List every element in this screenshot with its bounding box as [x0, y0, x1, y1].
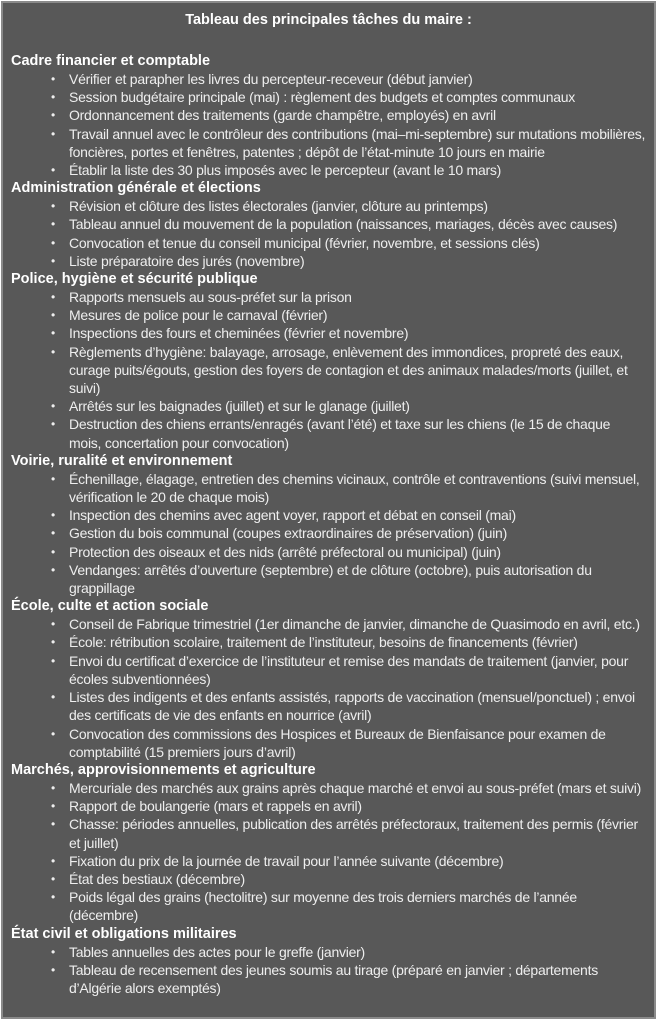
bullet-icon: • [51, 544, 55, 559]
task-text: Poids légal des grains (hectolitre) sur moyenne des trois derniers marchés de l’année (décembre) [69, 889, 577, 924]
list-item [49, 615, 646, 633]
task-list [11, 615, 646, 761]
list-item [49, 324, 646, 342]
section [11, 179, 646, 270]
list-item [49, 561, 646, 597]
section-heading: École, culte et action sociale [11, 598, 209, 615]
list-item [49, 524, 646, 542]
bullet-icon: • [51, 817, 55, 832]
section [11, 597, 646, 761]
list-item [49, 234, 646, 252]
list-item [49, 252, 646, 270]
bullet-icon: • [51, 853, 55, 868]
list-item [49, 197, 646, 215]
task-list [11, 779, 646, 925]
list-item [49, 506, 646, 524]
list-item [49, 688, 646, 724]
task-text: Inspection des chemins avec agent voyer, rapport et débat en conseil (mai) [69, 507, 516, 524]
task-text: État des bestiaux (décembre) [69, 870, 245, 887]
section [11, 925, 646, 998]
task-text: Mesures de police pour le carnaval (février) [69, 307, 328, 324]
list-item [49, 125, 646, 161]
task-text: Destruction des chiens errants/enragés (avant l’été) et taxe sur les chiens (le 15 de chaque mois, concertation pour convocation) [69, 416, 611, 451]
bullet-icon: • [51, 780, 55, 795]
section-heading: Police, hygiène et sécurité publique [11, 271, 258, 288]
task-text: Conseil de Fabrique trimestriel (1er dimanche de janvier, dimanche de Quasimodo en avril, etc.) [69, 616, 640, 633]
bullet-icon: • [51, 635, 55, 650]
section [11, 452, 646, 597]
list-item [49, 415, 646, 451]
bullet-icon: • [51, 617, 55, 632]
task-text: Travail annuel avec le contrôleur des contributions (mai–mi-septembre) sur mutations mobilières, foncières, portes et fenêtres, patentes ; dépôt de l’état-minute 10 jours en mairie [69, 125, 646, 160]
list-item [49, 70, 646, 88]
bullet-icon: • [51, 944, 55, 959]
bullet-icon: • [51, 508, 55, 523]
list-item [49, 852, 646, 870]
task-text: Session budgétaire principale (mai) : règlement des budgets et comptes communaux [69, 89, 576, 106]
bullet-icon: • [51, 126, 55, 141]
task-text: Arrêtés sur les baignades (juillet) et sur le glanage (juillet) [69, 398, 410, 415]
list-item [49, 343, 646, 398]
task-text: Protection des oiseaux et des nids (arrêté préfectoral ou municipal) (juin) [69, 543, 501, 560]
list-item [49, 815, 646, 851]
section-heading: Cadre financier et comptable [11, 53, 211, 69]
section-heading: Marchés, approvisionnements et agriculture [11, 761, 316, 778]
section-heading: État civil et obligations militaires [11, 925, 237, 942]
bullet-icon: • [51, 253, 55, 268]
bullet-icon: • [51, 799, 55, 814]
list-item [49, 870, 646, 888]
bullet-icon: • [51, 90, 55, 105]
section [11, 761, 646, 925]
task-text: Tables annuelles des actes pour le greffe (janvier) [69, 943, 365, 960]
list-item [49, 106, 646, 124]
task-text: Ordonnancement des traitements (garde champêtre, employés) en avril [69, 107, 496, 124]
section-heading: Administration générale et élections [11, 180, 261, 197]
task-text: Gestion du bois communal (coupes extraordinaires de préservation) (juin) [69, 525, 507, 542]
bullet-icon: • [51, 562, 55, 577]
bullet-icon: • [51, 326, 55, 341]
task-text: Rapport de boulangerie (mars et rappels en avril) [69, 798, 362, 815]
task-text: Échenillage, élagage, entretien des chemins vicinaux, contrôle et contraventions (suivi mensuel, vérification le 20 de chaque mois) [69, 470, 640, 506]
bullet-icon: • [51, 199, 55, 214]
list-item [49, 306, 646, 324]
list-item [49, 633, 646, 651]
list-item [49, 888, 646, 924]
list-item [49, 470, 646, 506]
task-list [11, 197, 646, 270]
task-list [11, 70, 646, 179]
task-text: Convocation et tenue du conseil municipal (février, novembre, et sessions clés) [69, 234, 540, 251]
list-item [49, 88, 646, 106]
bullet-icon: • [51, 72, 55, 86]
list-item [49, 652, 646, 688]
bullet-icon: • [51, 163, 55, 178]
task-text: Vendanges: arrêtés d’ouverture (septembre) et de clôture (octobre), puis autorisation du grappillage [69, 561, 592, 597]
task-text: École: rétribution scolaire, traitement de l’instituteur, besoins de financements (février) [69, 634, 578, 651]
task-text: Tableau annuel du mouvement de la population (naissances, mariages, décès avec causes) [69, 216, 618, 233]
task-list [11, 470, 646, 597]
section [11, 52, 646, 179]
bullet-icon: • [51, 653, 55, 668]
task-text: Fixation du prix de la journée de travail pour l’année suivante (décembre) [69, 852, 504, 869]
sections-container [11, 52, 646, 997]
bullet-icon: • [51, 871, 55, 886]
section [11, 270, 646, 452]
task-text: Vérifier et parapher les livres du percepteur-receveur (début janvier) [69, 71, 473, 87]
task-text: Chasse: périodes annuelles, publication des arrêtés préfectoraux, traitement des permis (février et juillet) [69, 816, 638, 851]
task-text: Révision et clôture des listes électorales (janvier, clôture au printemps) [69, 198, 488, 215]
task-text: Mercuriale des marchés aux grains après chaque marché et envoi au sous-préfet (mars et suivi) [69, 779, 642, 796]
task-text: Tableau de recensement des jeunes soumis au tirage (préparé en janvier ; départements d’Algérie alors exemptés) [69, 961, 598, 996]
task-text: Envoi du certificat d’exercice de l’instituteur et remise des mandats de traitement (janvier, pour écoles subventionnées) [69, 652, 629, 687]
bullet-icon: • [51, 290, 55, 305]
list-item [49, 397, 646, 415]
page-title: Tableau des principales tâches du maire : [185, 12, 472, 28]
bullet-icon: • [51, 217, 55, 232]
list-item [49, 543, 646, 561]
task-text: Règlements d’hygiène: balayage, arrosage, enlèvement des immondices, propreté des eaux, curage puits/égouts, gestion des foyers de contagion et des animaux malades/morts (juillet, et suivi) [69, 343, 628, 397]
list-item [49, 725, 646, 761]
task-list [11, 288, 646, 452]
task-text: Listes des indigents et des enfants assistés, rapports de vaccination (mensuel/ponctuel) ; envoi des certificats de vie des enfants en nourrice (avril) [69, 689, 635, 724]
list-item [49, 943, 646, 961]
bullet-icon: • [51, 417, 55, 432]
list-item [49, 215, 646, 233]
section-heading: Voirie, ruralité et environnement [11, 452, 233, 469]
bullet-icon: • [51, 726, 55, 741]
bullet-icon: • [51, 690, 55, 705]
bullet-icon: • [51, 344, 55, 359]
bullet-icon: • [51, 890, 55, 905]
bullet-icon: • [51, 962, 55, 977]
bullet-icon: • [51, 526, 55, 541]
list-item [49, 288, 646, 306]
tasks-table-panel [1, 1, 656, 1019]
list-item [49, 961, 646, 997]
task-text: Liste préparatoire des jurés (novembre) [69, 252, 305, 269]
task-text: Rapports mensuels au sous-préfet sur la prison [69, 289, 352, 306]
task-text: Établir la liste des 30 plus imposés avec le percepteur (avant le 10 mars) [69, 162, 502, 179]
task-text: Convocation des commissions des Hospices et Bureaux de Bienfaisance pour examen de comptabilité (15 premiers jours d’avril) [69, 725, 606, 760]
task-text: Inspections des fours et cheminées (février et novembre) [69, 325, 409, 342]
bullet-icon: • [51, 108, 55, 123]
bullet-icon: • [51, 308, 55, 323]
list-item [49, 161, 646, 179]
bullet-icon: • [51, 471, 55, 486]
bullet-icon: • [51, 235, 55, 250]
list-item [49, 797, 646, 815]
list-item [49, 779, 646, 797]
bullet-icon: • [51, 399, 55, 414]
task-list [11, 943, 646, 998]
